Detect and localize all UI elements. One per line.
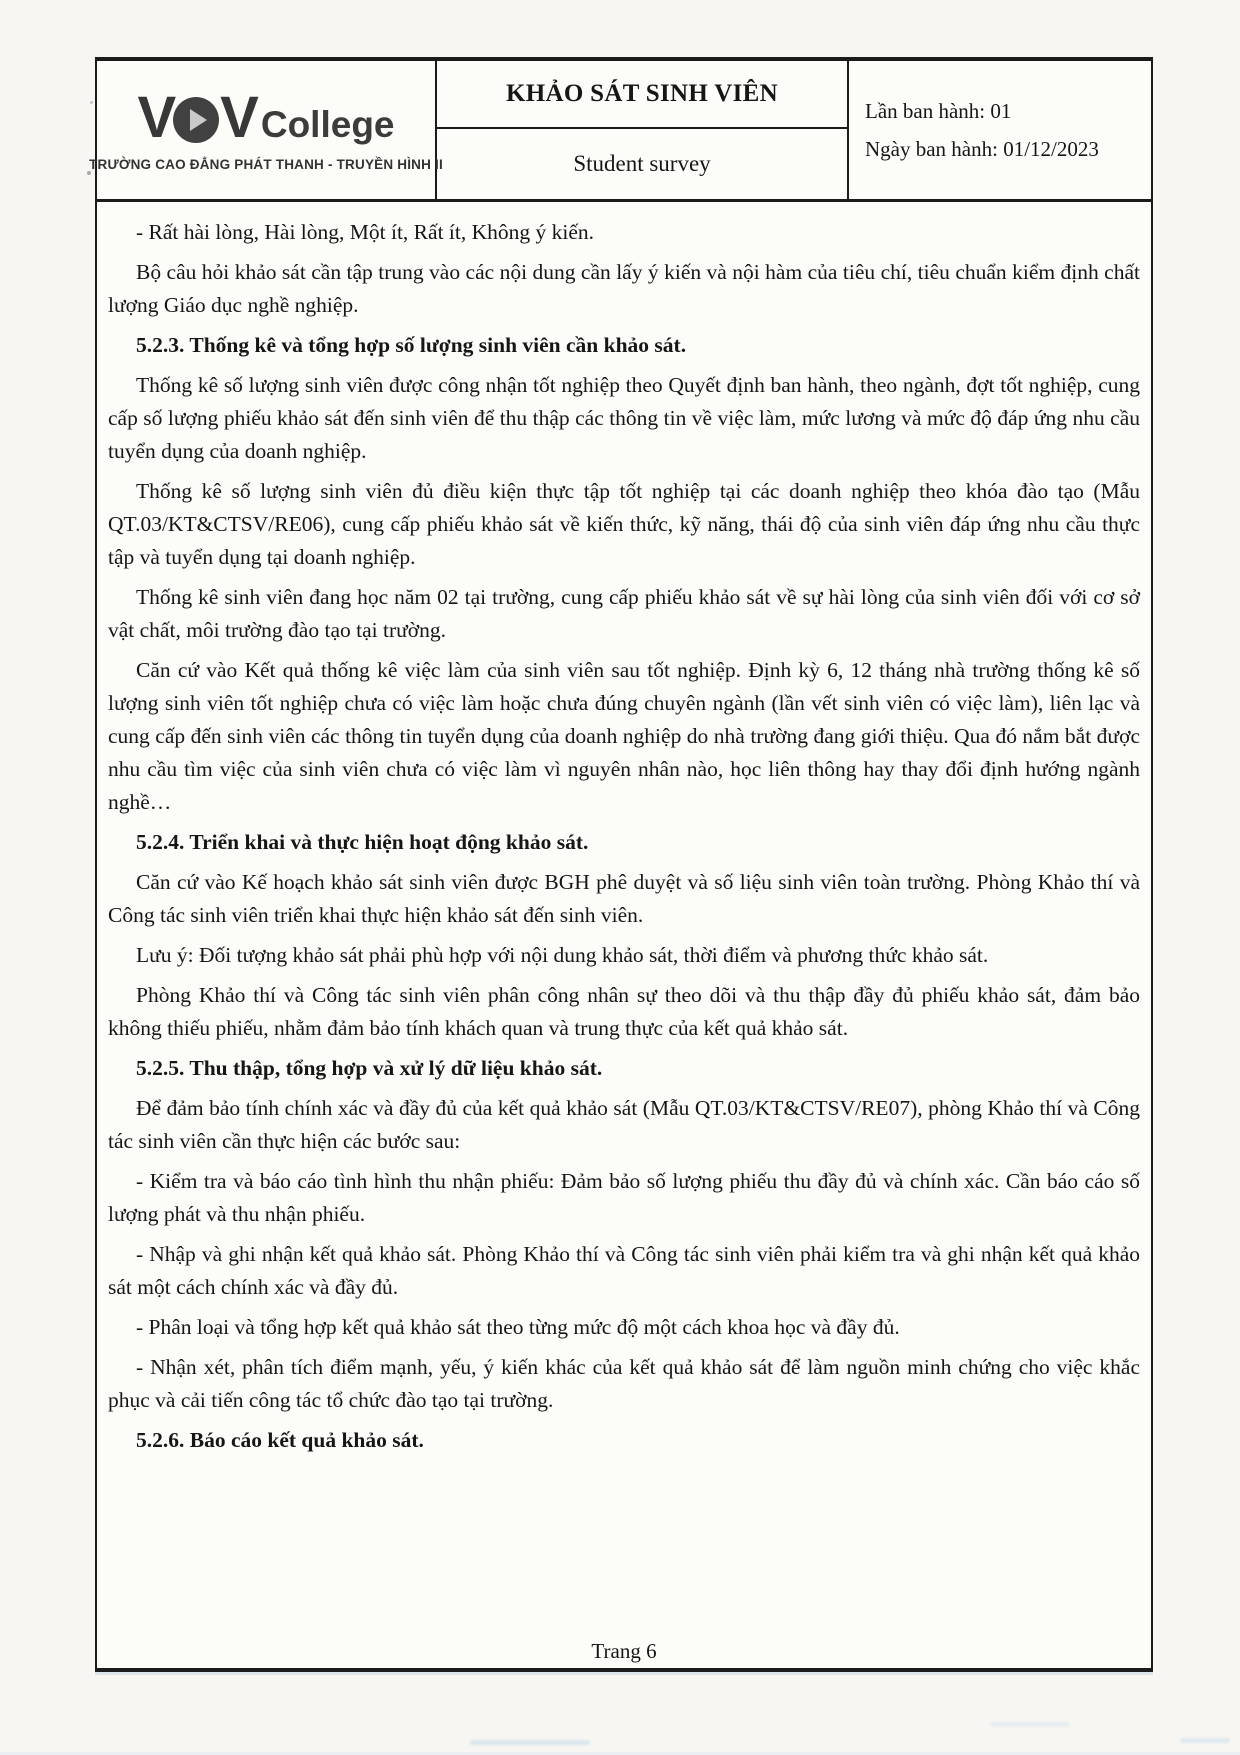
logo [137,84,395,150]
paragraph: - Kiểm tra và báo cáo tình hình thu nhận phiếu: Đảm bảo số lượng phiếu thu đầy đủ và chính xác. Cần báo cáo số lượng phát và thu nhận phiếu. [108,1169,1140,1226]
title-block [437,61,849,199]
scan-smear [1180,1738,1230,1743]
logo-college-text: College [260,103,395,145]
paragraph: Để đảm bảo tính chính xác và đầy đủ của kết quả khảo sát (Mẫu QT.03/KT&CTSV/RE07), phòng Khảo thí và Công tác sinh viên cần thực hiện các bước sau: [108,1096,1140,1153]
document-page [89,57,1153,1672]
paragraph: - Phân loại và tổng hợp kết quả khảo sát theo từng mức độ một cách khoa học và đầy đủ. [136,1315,900,1339]
scan-speck [87,171,91,175]
document-title-en: Student survey [573,151,711,176]
logo-block [89,61,443,199]
scan-smear [990,1722,1070,1727]
page-number: Trang 6 [591,1639,657,1663]
document-header [89,61,1151,202]
paragraph: Thống kê sinh viên đang học năm 02 tại trường, cung cấp phiếu khảo sát về sự hài lòng của sinh viên đối với cơ sở vật chất, môi trường đào tạo tại trường. [108,585,1140,642]
section-heading: 5.2.6. Báo cáo kết quả khảo sát. [136,1428,424,1452]
paragraph: Lưu ý: Đối tượng khảo sát phải phù hợp với nội dung khảo sát, thời điểm và phương thức khảo sát. [136,943,989,967]
play-icon [173,97,219,143]
document-body [97,202,1151,1457]
paragraph: Thống kê số lượng sinh viên đủ điều kiện thực tập tốt nghiệp tại các doanh nghiệp theo khóa đào tạo (Mẫu QT.03/KT&CTSV/RE06), cung cấp phiếu khảo sát về kiến thức, kỹ năng, thái độ của sinh viên đáp ứng nhu cầu thực tập và tuyển dụng tại doanh nghiệp. [108,479,1140,569]
issue-number: Lần ban hành: 01 [865,98,1012,123]
logo-letter-v1: V [137,84,173,150]
issue-info-block [849,61,1151,199]
section-heading: 5.2.5. Thu thập, tổng hợp và xử lý dữ liệu khảo sát. [136,1056,603,1080]
logo-tagline: TRƯỜNG CAO ĐẲNG PHÁT THANH - TRUYỀN HÌNH II [89,156,443,172]
paragraph: Bộ câu hỏi khảo sát cần tập trung vào các nội dung cần lấy ý kiến và nội hàm của tiêu chí, tiêu chuẩn kiểm định chất lượng Giáo dục nghề nghiệp. [108,260,1140,317]
paragraph: - Nhập và ghi nhận kết quả khảo sát. Phòng Khảo thí và Công tác sinh viên phải kiểm tra và ghi nhận kết quả khảo sát một cách chính xác và đầy đủ. [108,1242,1140,1299]
section-heading: 5.2.3. Thống kê và tổng hợp số lượng sinh viên cần khảo sát. [136,333,687,357]
paragraph: Căn cứ vào Kế hoạch khảo sát sinh viên được BGH phê duyệt và số liệu sinh viên toàn trường. Phòng Khảo thí và Công tác sinh viên triển khai thực hiện khảo sát đến sinh viên. [108,870,1140,927]
paragraph: Căn cứ vào Kết quả thống kê việc làm của sinh viên sau tốt nghiệp. Định kỳ 6, 12 tháng nhà trường thống kê số lượng sinh viên tốt nghiệp chưa có việc làm hoặc chưa đúng chuyên ngành (lần vết sinh viên có việc làm), liên lạc và cung cấp đến sinh viên các thông tin tuyển dụng của doanh nghiệp do nhà trường đang giới thiệu. Qua đó nắm bắt được nhu cầu tìm việc của sinh viên chưa có việc làm vì nguyên nhân nào, học liên thông hay thay đổi định hướng ngành nghề… [108,658,1140,814]
logo-vov-text [137,84,255,150]
document-title-vi: KHẢO SÁT SINH VIÊN [437,61,847,129]
section-heading: 5.2.4. Triển khai và thực hiện hoạt động khảo sát. [136,830,589,854]
paragraph: - Rất hài lòng, Hài lòng, Một ít, Rất ít, Không ý kiến. [136,220,595,244]
paragraph: Phòng Khảo thí và Công tác sinh viên phân công nhân sự theo dõi và thu thập đầy đủ phiếu khảo sát, đảm bảo không thiếu phiếu, nhằm đảm bảo tính khách quan và trung thực của kết quả khảo sát. [108,983,1140,1040]
paragraph: - Nhận xét, phân tích điểm mạnh, yếu, ý kiến khác của kết quả khảo sát để làm nguồn minh chứng cho việc khắc phục và cải tiến công tác tổ chức đào tạo tại trường. [108,1355,1140,1412]
play-triangle-icon [190,109,207,131]
logo-letter-v2: V [220,84,255,150]
scan-speck [90,101,93,104]
issue-date: Ngày ban hành: 01/12/2023 [865,136,1099,161]
scan-smear [470,1740,590,1745]
paragraph: Thống kê số lượng sinh viên được công nhận tốt nghiệp theo Quyết định ban hành, theo ngành, đợt tốt nghiệp, cung cấp số lượng phiếu khảo sát đến sinh viên để thu thập các thông tin về việc làm, mức lương và mức độ đáp ứng nhu cầu tuyển dụng của doanh nghiệp. [108,373,1140,463]
